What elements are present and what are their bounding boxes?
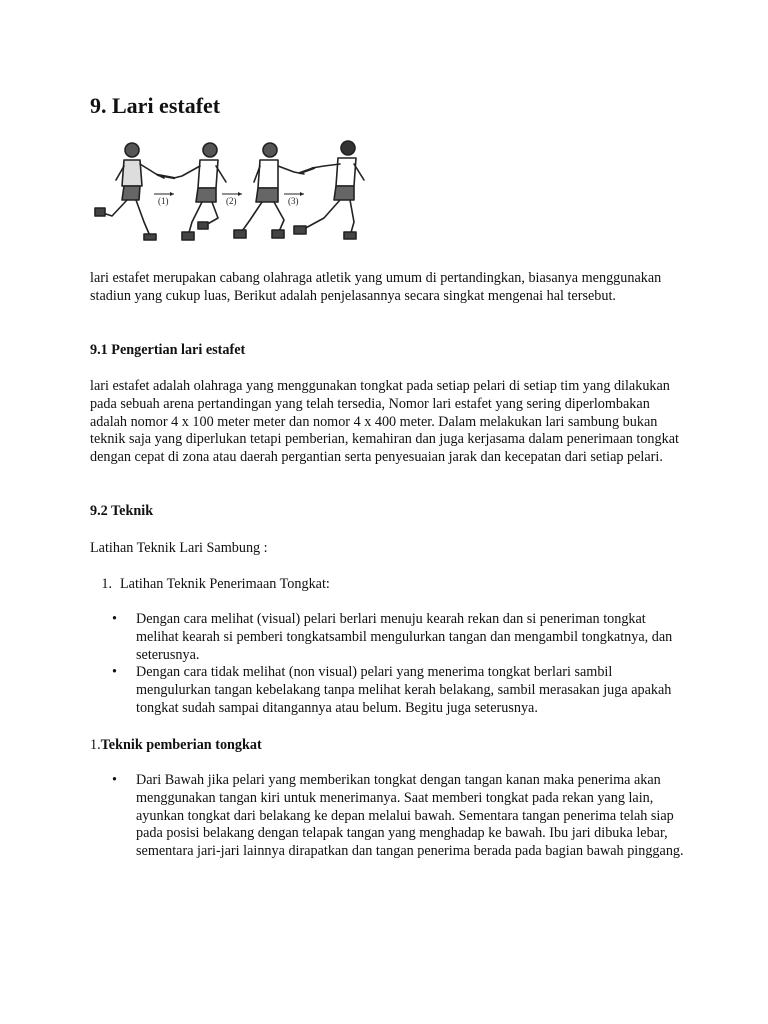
- intro-paragraph: lari estafet merupakan cabang olahraga atletik yang umum di pertandingkan, biasanya menggunakan stadiun yang cukup luas, Berikut adalah penjelasannya secara singkat mengenai hal tersebut.: [90, 270, 662, 304]
- page-title: 9. Lari estafet: [90, 93, 221, 118]
- list-item: [90, 611, 690, 664]
- list-number: 1.: [101, 576, 112, 592]
- bullet-icon: •: [112, 664, 117, 681]
- list-item-text: Dengan cara melihat (visual) pelari berlari menuju kearah rekan dan si peneriman tongkat melihat kearah si pemberi tongkatsambil mengulurkan tangan dan mengambil tongkatnya, dan seterusnya.: [136, 611, 673, 663]
- pengertian-paragraph: lari estafet adalah olahraga yang menggunakan tongkat pada setiap pelari di setiap tim yang dilakukan pada sebuah arena pertandingan yang telah tersedia, Nomor lari estafet yang sering diperlombakan adalah nomor 4 x 100 meter meter dan nomor 4 x 400 meter. Dalam melakukan lari sambung bukan teknik saja yang diperlukan tetapi pemberian, kemahiran dan juga kerjasama dalam penerimaan tongkat dengan cepat di zona atau daerah pergantian serta penyesuaian jarak dan kecepatan dari setiap pelari.: [90, 378, 679, 466]
- pemberian-title: Teknik pemberian tongkat: [100, 737, 262, 753]
- numbered-item: [90, 575, 330, 593]
- list-item: [90, 772, 690, 861]
- pemberian-heading: [90, 737, 262, 754]
- section-heading-teknik: 9.2 Teknik: [90, 503, 154, 519]
- list-item: [90, 664, 690, 717]
- step-label-1: (1): [158, 196, 169, 206]
- teknik-intro: Latihan Teknik Lari Sambung :: [90, 540, 268, 556]
- penerimaan-bullets: [90, 611, 690, 718]
- bullet-icon: •: [112, 611, 117, 627]
- pemberian-bullets: [90, 772, 690, 861]
- bullet-icon: •: [112, 772, 117, 788]
- numbered-item-text: Latihan Teknik Penerimaan Tongkat:: [120, 576, 330, 592]
- section-heading-pengertian: 9.1 Pengertian lari estafet: [90, 342, 246, 358]
- step-label-2: (2): [226, 196, 237, 206]
- list-item-text: Dengan cara tidak melihat (non visual) pelari yang menerima tongkat berlari sambil mengulurkan tangan kebelakang tanpa melihat kerah belakang, sambil merasakan juga apakah tongkat sudah sampai ditangannya atau belum. Begitu juga seterusnya.: [136, 664, 672, 716]
- pemberian-number: 1.: [90, 737, 101, 753]
- list-item-text: Dari Bawah jika pelari yang memberikan tongkat dengan tangan kanan maka penerima akan menggunakan tangan kiri untuk menerimanya. Saat memberi tongkat pada rekan yang lain, ayunkan tongkat dari belakang ke depan melalui bawah. Sementara tangan penerima telah siap pada posisi belakang dengan telapak tangan yang menghadap ke bawah. Ibu jari dibuka lebar, sementara jari-jari lainnya dirapatkan dan tangan penerima berada pada bagian bawah pinggang.: [136, 772, 684, 860]
- step-label-3: (3): [288, 196, 299, 206]
- relay-runners-illustration: [92, 138, 370, 246]
